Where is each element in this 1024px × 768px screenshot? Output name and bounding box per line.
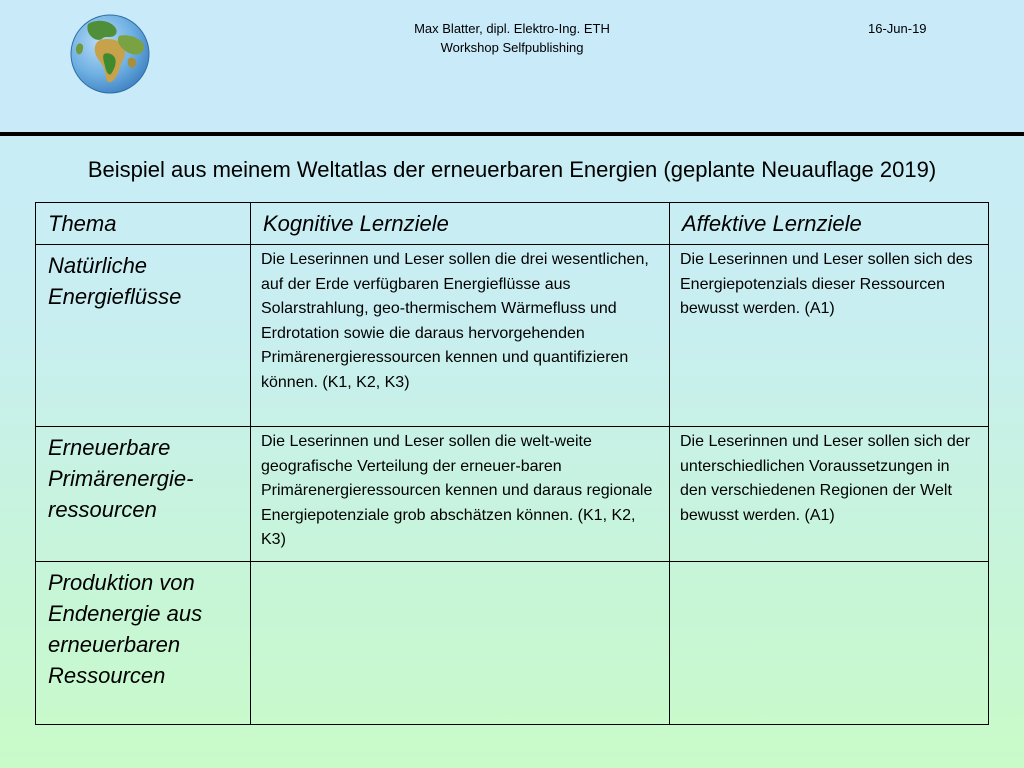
globe-icon bbox=[70, 14, 150, 94]
topic-cell: Natürliche Energieflüsse bbox=[36, 245, 251, 427]
table-row bbox=[36, 427, 989, 562]
topic-cell: Erneuerbare Primärenergie-ressourcen bbox=[36, 427, 251, 562]
column-header-cognitive: Kognitive Lernziele bbox=[251, 203, 670, 245]
header-divider bbox=[0, 132, 1024, 136]
header-info bbox=[362, 19, 662, 57]
author-line: Max Blatter, dipl. Elektro-Ing. ETH bbox=[414, 21, 610, 36]
table-row bbox=[36, 245, 989, 427]
cognitive-goal-cell: Die Leserinnen und Leser sollen die welt-weite geografische Verteilung der erneuer-baren Primärenergieressourcen kennen und daraus regionale Energiepotenziale grob abschätzen können. (K1, K2, K3) bbox=[251, 427, 670, 562]
affective-goal-cell bbox=[670, 562, 989, 725]
learning-goals-table bbox=[35, 202, 989, 725]
topic-cell: Produktion von Endenergie aus erneuerbaren Ressourcen bbox=[36, 562, 251, 725]
table-row bbox=[36, 562, 989, 725]
event-line: Workshop Selfpublishing bbox=[440, 40, 584, 55]
table-header-row bbox=[36, 203, 989, 245]
column-header-affective: Affektive Lernziele bbox=[670, 203, 989, 245]
affective-goal-cell: Die Leserinnen und Leser sollen sich des Energiepotenzials dieser Ressourcen bewusst werden. (A1) bbox=[670, 245, 989, 427]
slide-title: Beispiel aus meinem Weltatlas der erneuerbaren Energien (geplante Neuauflage 2019) bbox=[87, 157, 937, 182]
affective-goal-cell: Die Leserinnen und Leser sollen sich der unterschiedlichen Voraussetzungen in den verschiedenen Regionen der Welt bewusst werden. (A1) bbox=[670, 427, 989, 562]
cognitive-goal-cell: Die Leserinnen und Leser sollen die drei wesentlichen, auf der Erde verfügbaren Energieflüsse aus Solarstrahlung, geo-thermischem Wärmefluss und Erdrotation sowie die daraus hervorgehenden Primärenergieressourcen kennen und quantifizieren können. (K1, K2, K3) bbox=[251, 245, 670, 427]
cognitive-goal-cell bbox=[251, 562, 670, 725]
header-date: 16-Jun-19 bbox=[868, 21, 927, 36]
column-header-topic: Thema bbox=[36, 203, 251, 245]
